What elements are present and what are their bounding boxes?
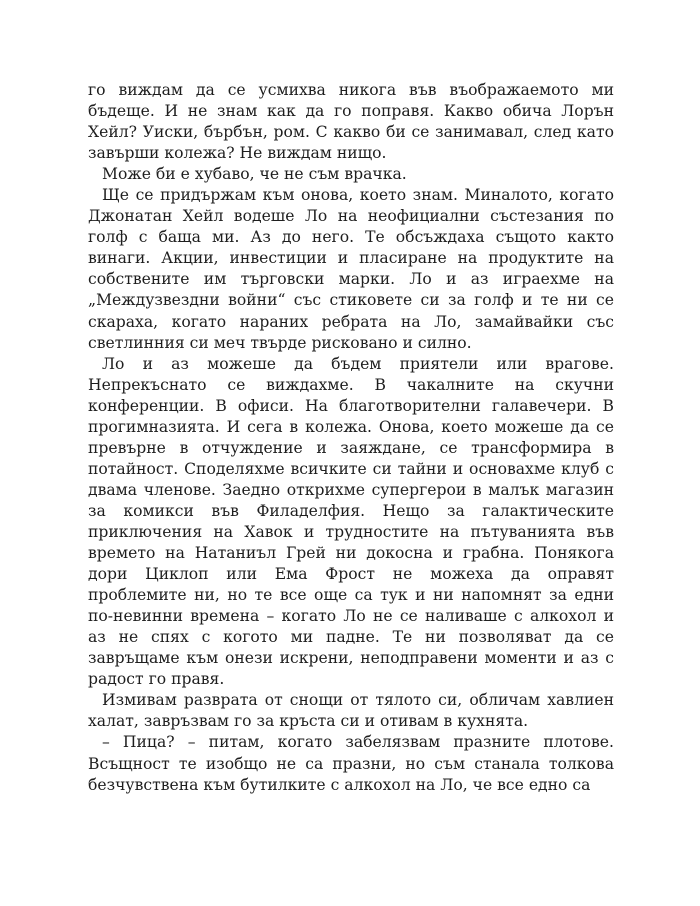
paragraph-dialogue: – Пица? – питам, когато забелязвам празните плотове. Всъщност те изобщо не са празни, но съм станала толкова безчувствена към бутилките с алкохол на Ло, че все едно са: [88, 733, 614, 794]
paragraph-continued: го виждам да се усмихва никога във въображаемото ми бъдеще. И не знам как да го поправя. Какво обича Лорън Хейл? Уиски, бърбън, ром. С какво би се занимавал, след като завърши колежа? Не виждам нищо.: [88, 81, 614, 163]
paragraph: Измивам разврата от снощи от тялото си, обличам хавлиен халат, завръзвам го за кръста си и отивам в кухнята.: [88, 691, 614, 731]
paragraph: Ло и аз можеше да бъдем приятели или врагове. Непрекъснато се виждахме. В чакалните на скучни конференции. В офиси. На благотворителни галавечери. В прогимназията. И сега в колежа. Онова, което можеше да се превърне в отчуждение и заяждане, се трансформира в потайност. Споделяхме всичките си тайни и основахме клуб с двама членове. Заедно открихме супергерои в малък магазин за комикси във Филаделфия. Нещо за галактическите приключения на Хавок и трудностите на пътуванията във времето на Натаниъл Грей ни докосна и грабна. Понякога дори Циклоп или Ема Фрост не можеха да оправят проблемите ни, но те все още са тук и ни напомнят за едни по-невинни времена – когато Ло не се наливаше с алкохол и аз не спях с когото ми падне. Те ни позволяват да се завръщаме към онези искрени, неподправени моменти и аз с радост го правя.: [88, 354, 614, 689]
paragraph: Ще се придържам към онова, което знам. Миналото, когато Джонатан Хейл водеше Ло на неофициални състезания по голф с баща ми. Аз до него. Те обсъждаха същото както винаги. Акции, инвестиции и пласиране на продуктите на собствените им търговски марки. Ло и аз играехме на „Междузвездни войни“ със стиковете си за голф и те ни се скараха, когато нараних ребрата на Ло, замайвайки със светлинния си меч твърде рисковано и силно.: [88, 186, 614, 352]
book-page-text: [88, 80, 614, 796]
paragraph: Може би е хубаво, че не съм врачка.: [102, 165, 407, 184]
